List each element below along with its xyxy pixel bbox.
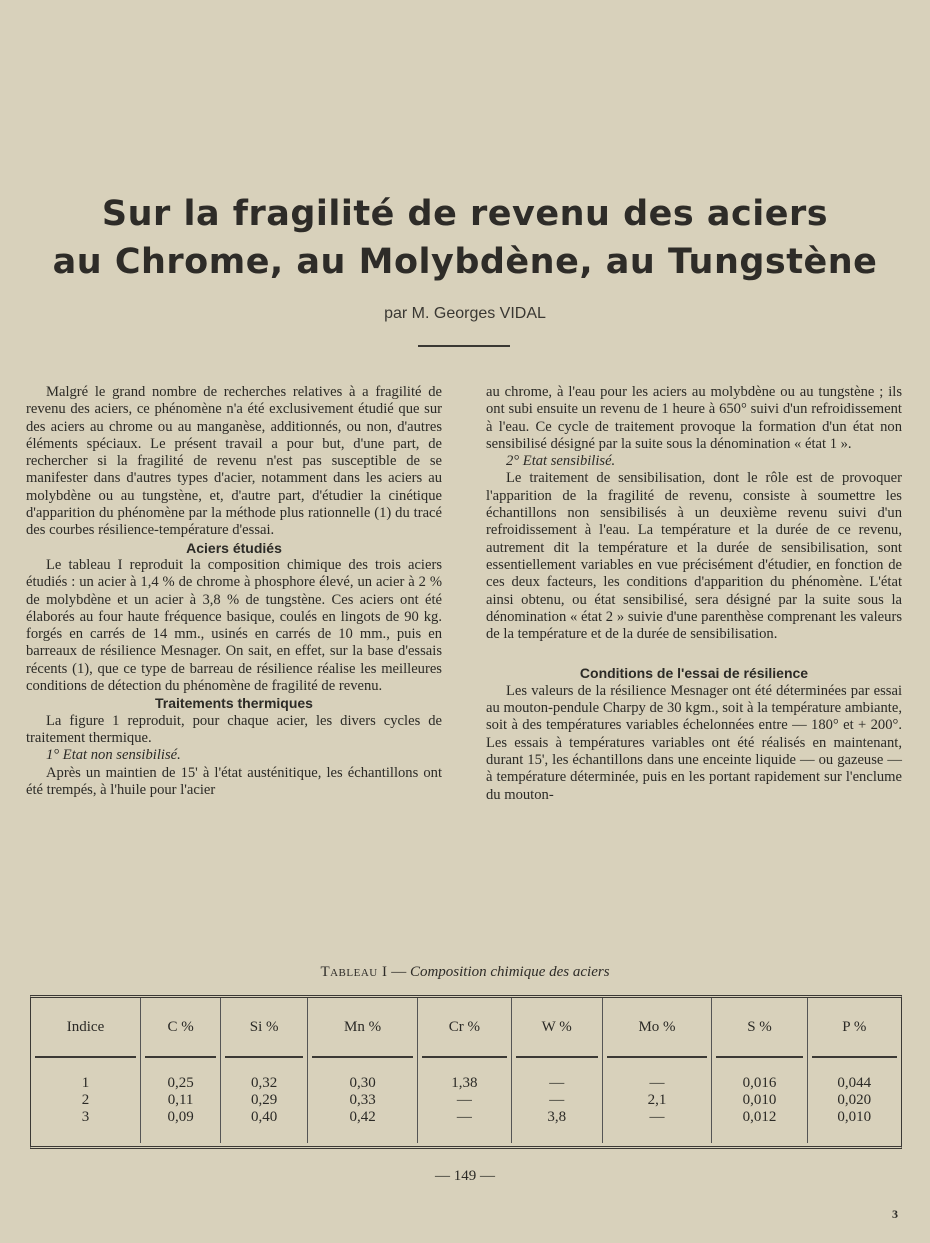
- table-header-row: [31, 998, 901, 1056]
- table-cell: 0,29: [221, 1092, 308, 1109]
- table-cell: 0,016: [712, 1075, 807, 1092]
- table-caption-text: Composition chimique des aciers: [409, 964, 610, 980]
- paragraph: Le tableau I reproduit la composition chimique des trois aciers étudiés : un acier à 1,4 % de chrome à phosphore élevé, un acier à 2 % de molybdène et un acier à 3,8 % de tungstène. Ces aciers ont été élaborés au four haute fréquence basique, coulés en lingots de 90 kg. forgés en carrés de 14 mm., usinés en carrés de 10 mm., puis en barreaux de résilience Mesnager. On sait, en effet, sur la base d'essais récents (1), que ce type de barreau de résilience réalise les meilleures conditions de détection du phénomène de fragilité de revenu.: [26, 556, 442, 695]
- table-cell: 2: [31, 1092, 141, 1109]
- table-cell: 0,42: [308, 1109, 418, 1126]
- table-cell: 0,010: [837, 1109, 872, 1125]
- table-caption-label: Tableau I: [320, 964, 388, 980]
- corner-mark: 3: [892, 1207, 898, 1221]
- table-cell: 0,33: [308, 1092, 418, 1109]
- table-cell: —: [418, 1092, 512, 1109]
- title-line-1: Sur la fragilité de revenu des aciers: [101, 194, 829, 234]
- table-cell: 0,32: [221, 1075, 308, 1092]
- table-cell: —: [602, 1075, 712, 1092]
- table-caption-separator: —: [387, 964, 410, 980]
- table-cell: 3,8: [511, 1109, 602, 1126]
- section-heading: Aciers étudiés: [186, 539, 282, 556]
- paragraph: au chrome, à l'eau pour les aciers au molybdène ou au tungstène ; ils ont subi ensuite un revenu de 1 heure à 650° suivi d'un refroidissement à l'eau. Ce cycle de traitement provoque la formation d'un état non sensibilisé désigné par la suite sous la dénomination « état 1 ».: [486, 384, 902, 452]
- table-cell: 0,30: [308, 1075, 418, 1092]
- col-header-p: P %: [842, 1018, 867, 1035]
- paragraph: Malgré le grand nombre de recherches relatives à a fragilité de revenu des aciers, ce phénomène n'a été exclusivement étudié que sur des aciers au chrome ou au manganèse, additionnés, ou non, d'autres éléments spéciaux. Le présent travail a pour but, d'une part, de rechercher si la fragilité de revenu n'est pas susceptible de se manifester dans d'autres types d'acier, notamment dans les aciers au molybdène ou au tungstène, et, d'autre part, d'étudier la cinétique d'apparition du phénomène par la méthode plus rationnelle (1) du tracé des courbes résilience-température d'essai.: [26, 384, 442, 539]
- title-line-2: au Chrome, au Molybdène, au Tungstène: [52, 242, 878, 282]
- table-cell: 0,012: [712, 1109, 807, 1126]
- table-cell: —: [511, 1092, 602, 1109]
- col-header-cr: Cr %: [418, 998, 512, 1056]
- col-header-mn: Mn %: [308, 998, 418, 1056]
- page-number: — 149 —: [435, 1168, 495, 1184]
- left-column: [26, 384, 442, 799]
- table-cell: —: [511, 1075, 602, 1092]
- col-header-s: S %: [712, 998, 807, 1056]
- table-cell: 0,044: [837, 1075, 872, 1091]
- paragraph: Les valeurs de la résilience Mesnager ont été déterminées par essai au mouton-pendule Charpy de 30 kgm., soit à la température ambiante, soit à des températures variables échelonnées entre — 180° et + 200°. Les essais à températures variables ont été réalisés en maintenant, durant 15', les échantillons dans une enceinte liquide — ou gazeuse — à température déterminée, puis en les portant rapidement sur l'enclume du mouton-: [486, 682, 902, 803]
- table-cell: 0,010: [712, 1092, 807, 1109]
- composition-table: [31, 998, 901, 1143]
- table-row: [31, 1092, 901, 1109]
- col-header-c: C %: [141, 998, 221, 1056]
- paragraph: La figure 1 reproduit, pour chaque acier, les divers cycles de traitement thermique.: [26, 712, 442, 746]
- col-header-mo: Mo %: [602, 998, 712, 1056]
- table-cell: 0,09: [141, 1109, 221, 1126]
- section-heading: Traitements thermiques: [155, 695, 313, 712]
- paragraph: Le traitement de sensibilisation, dont le rôle est de provoquer l'apparition de la fragilité de revenu, consiste à soumettre les échantillons non sensibilisés à un deuxième revenu suivi d'un refroidissement à l'eau. La température et la durée de ce revenu, autrement dit la température et la durée de sensibilisation, sont essentiellement variables en vue précisément d'étudier, en fonction de ces deux facteurs, les conditions d'apparition du phénomène. L'état ainsi obtenu, ou état sensibilisé, sera désigné par la suite sous la dénomination « état 2 » suivie d'une parenthèse comprenant les valeurs de la température et de la durée de sensibilisation.: [486, 470, 902, 643]
- table-cell: 2,1: [602, 1092, 712, 1109]
- table-cell: 3: [31, 1109, 141, 1126]
- section-heading: Conditions de l'essai de résilience: [579, 665, 809, 682]
- table-cell: 0,25: [141, 1075, 221, 1092]
- table-caption: [0, 964, 930, 981]
- table-cell: —: [418, 1109, 512, 1126]
- table-row: [31, 1075, 901, 1092]
- title-divider: [418, 345, 510, 347]
- table-cell: —: [602, 1109, 712, 1126]
- col-header-w: W %: [511, 998, 602, 1056]
- paragraph: Après un maintien de 15' à l'état austénitique, les échantillons ont été trempés, à l'huile pour l'acier: [26, 764, 442, 798]
- author-byline: par M. Georges VIDAL: [384, 305, 546, 322]
- col-header-indice: Indice: [31, 998, 141, 1056]
- table-cell: 0,40: [221, 1109, 308, 1126]
- table-cell: 0,11: [141, 1092, 221, 1109]
- subsection-heading: 2° Etat sensibilisé.: [506, 453, 616, 470]
- composition-table-frame: [30, 995, 902, 1149]
- table-cell: 0,020: [837, 1092, 872, 1108]
- table-cell: 1: [31, 1075, 141, 1092]
- table-row: [31, 1109, 901, 1126]
- col-header-si: Si %: [221, 998, 308, 1056]
- subsection-heading: 1° Etat non sensibilisé.: [46, 747, 181, 764]
- right-column: [486, 384, 902, 804]
- table-cell: 1,38: [418, 1075, 512, 1092]
